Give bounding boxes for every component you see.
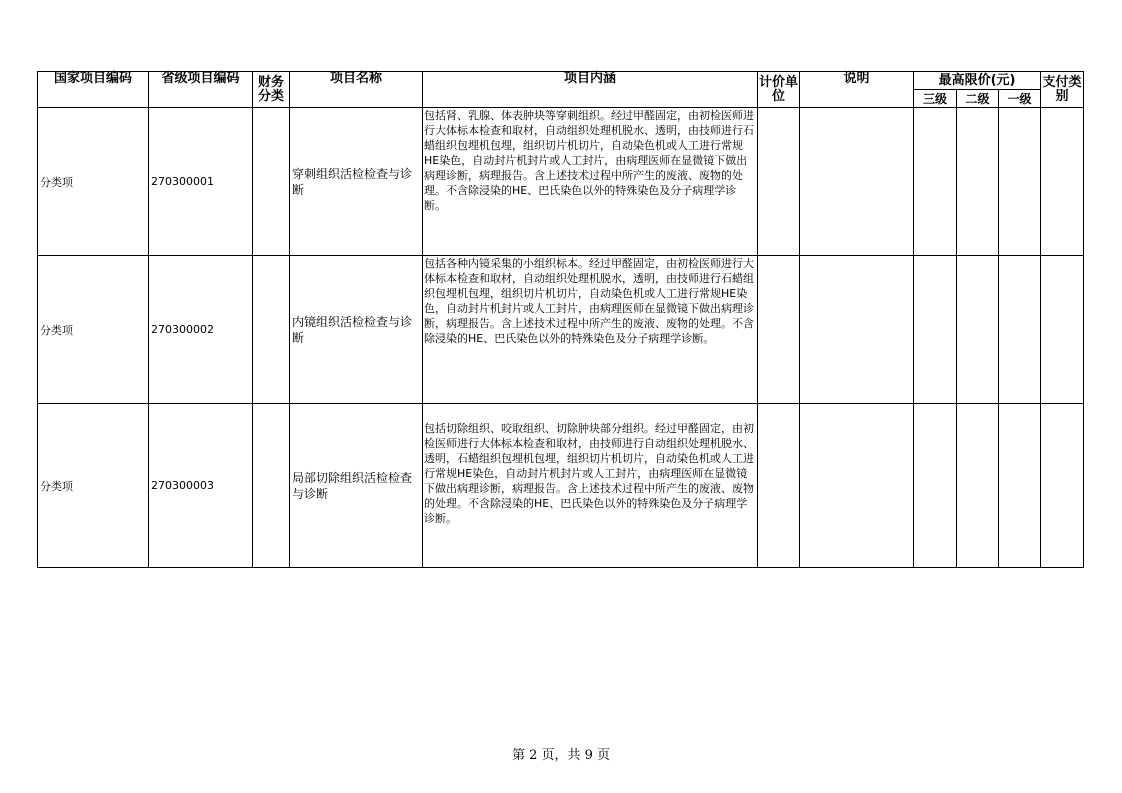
table-row	[38, 108, 1084, 256]
header-level1: 一级	[999, 90, 1041, 108]
table-row	[38, 404, 1084, 568]
level3-price-cell	[914, 256, 957, 404]
header-finance-category: 财务分类	[253, 72, 290, 108]
header-payment-category: 支付类别	[1041, 72, 1084, 108]
header-row	[38, 72, 1084, 90]
level3-price-cell	[914, 404, 957, 568]
finance-category-cell	[253, 256, 290, 404]
finance-category-cell	[253, 108, 290, 256]
level1-price-cell	[999, 256, 1041, 404]
header-level2: 二级	[957, 90, 999, 108]
item-content-cell: 包括肾、乳腺、体表肿块等穿刺组织。经过甲醛固定，由初检医师进行大体标本检查和取材，自动组织处理机脱水、透明，由技师进行石蜡组织包埋机包埋，组织切片机切片，自动染色机或人工进行常规HE染色，自动封片机封片或人工封片，由病理医师在显微镜下做出病理诊断，病理报告。含上述技术过程中所产生的废液、废物的处理。不含除浸染的HE、巴氏染色以外的特殊染色及分子病理学诊断。	[423, 108, 758, 256]
level1-price-cell	[999, 404, 1041, 568]
payment-category-cell	[1041, 404, 1084, 568]
price-table-sheet	[37, 71, 1083, 568]
item-name-cell: 内镜组织活检检查与诊断	[290, 256, 423, 404]
note-cell	[800, 108, 914, 256]
level2-price-cell	[957, 404, 999, 568]
header-provincial-code: 省级项目编码	[149, 72, 253, 108]
price-table	[37, 71, 1084, 568]
note-cell	[800, 256, 914, 404]
item-content-cell: 包括切除组织、咬取组织、切除肿块部分组织。经过甲醛固定，由初检医师进行大体标本检查和取材，由技师进行自动组织处理机脱水、透明，石蜡组织包埋机包埋，组织切片机切片，自动染色机或人工进行常规HE染色，自动封片机封片或人工封片，由病理医师在显微镜下做出病理诊断，病理报告。含上述技术过程中所产生的废液、废物的处理。不含除浸染的HE、巴氏染色以外的特殊染色及分子病理学诊断。	[423, 404, 758, 568]
pricing-unit-cell	[758, 108, 800, 256]
header-level3: 三级	[914, 90, 957, 108]
level2-price-cell	[957, 108, 999, 256]
pricing-unit-cell	[758, 256, 800, 404]
item-content-cell: 包括各种内镜采集的小组织标本。经过甲醛固定，由初检医师进行大体标本检查和取材，自动组织处理机脱水，透明，由技师进行石蜡组织包埋机包埋，组织切片机切片，自动染色机或人工进行常规HE染色，自动封片机封片或人工封片，由病理医师在显微镜下做出病理诊断，病理报告。含上述技术过程中所产生的废液、废物的处理。不含除浸染的HE、巴氏染色以外的特殊染色及分子病理学诊断。	[423, 256, 758, 404]
pricing-unit-cell	[758, 404, 800, 568]
national-code-cell: 分类项	[38, 108, 149, 256]
level2-price-cell	[957, 256, 999, 404]
provincial-code-cell: 270300001	[149, 108, 253, 256]
provincial-code-cell: 270300002	[149, 256, 253, 404]
level3-price-cell	[914, 108, 957, 256]
page-number-footer: 第 2 页，共 9 页	[511, 748, 611, 763]
table-row	[38, 256, 1084, 404]
payment-category-cell	[1041, 108, 1084, 256]
national-code-cell: 分类项	[38, 256, 149, 404]
note-cell	[800, 404, 914, 568]
item-name-cell: 局部切除组织活检检查与诊断	[290, 404, 423, 568]
item-name-cell: 穿刺组织活检检查与诊断	[290, 108, 423, 256]
header-note: 说明	[800, 72, 914, 108]
header-national-code: 国家项目编码	[38, 72, 149, 108]
payment-category-cell	[1041, 256, 1084, 404]
header-item-name: 项目名称	[290, 72, 423, 108]
national-code-cell: 分类项	[38, 404, 149, 568]
header-item-content: 项目内涵	[423, 72, 758, 108]
finance-category-cell	[253, 404, 290, 568]
level1-price-cell	[999, 108, 1041, 256]
header-max-price: 最高限价(元)	[914, 72, 1041, 90]
provincial-code-cell: 270300003	[149, 404, 253, 568]
header-pricing-unit: 计价单位	[758, 72, 800, 108]
